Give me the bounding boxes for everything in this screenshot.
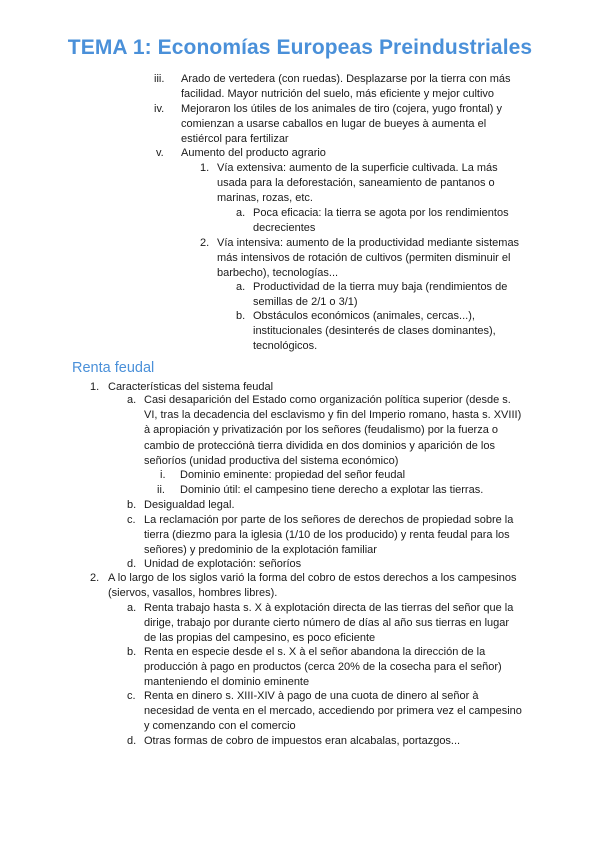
list-item xyxy=(181,72,511,102)
list-item xyxy=(144,734,460,749)
list-item-line: Características del sistema feudal xyxy=(108,381,274,393)
list-item-line: decrecientes xyxy=(253,222,316,235)
list-marker: iv. xyxy=(154,103,165,115)
list-item xyxy=(144,557,301,572)
list-item-line: de las propias del campesino, es poco eficiente xyxy=(144,632,376,645)
list-item-line: Poca eficacia: la tierra se agota por los rendimientos xyxy=(253,207,509,219)
list-item-line: Renta en dinero s. XIII-XIV à pago de una cuota de dinero al señor à xyxy=(144,690,479,702)
list-item xyxy=(253,206,509,236)
list-marker: 1. xyxy=(200,162,210,174)
list-item-line: dirige, trabajo por durante cierto número de días al año sus tierras en lugar xyxy=(144,617,510,630)
list-marker: b. xyxy=(236,310,246,322)
list-marker: a. xyxy=(236,281,246,293)
list-item-line: Productividad de la tierra muy baja (rendimientos de xyxy=(253,281,508,293)
list-item-line: semillas de 2/1 o 3/1) xyxy=(253,296,358,309)
list-item xyxy=(144,513,513,559)
list-marker: d. xyxy=(127,558,137,570)
list-marker: ii. xyxy=(157,484,165,496)
list-item-line: Desigualdad legal. xyxy=(144,499,235,511)
list-item-line: y comenzando con el comercio xyxy=(144,720,296,733)
list-item xyxy=(144,393,521,469)
list-item-line: más intensivos de rotación de cultivos (permiten disminuir el xyxy=(217,252,511,265)
list-marker: 1. xyxy=(90,381,100,393)
list-item-line: VI, tras la decadencia del esclavismo y fin del Imperio romano, hasta s. XVIII) xyxy=(144,409,522,422)
list-marker: b. xyxy=(127,646,137,658)
list-marker: a. xyxy=(127,602,137,614)
list-item-line: Mejoraron los útiles de los animales de tiro (cojera, yugo frontal) y xyxy=(181,103,502,115)
list-item-line: Aumento del producto agrario xyxy=(181,147,326,159)
list-item-line: Obstáculos económicos (animales, cercas...), xyxy=(253,310,475,322)
list-marker: c. xyxy=(127,690,136,702)
list-item xyxy=(181,102,502,148)
list-item-line: cambio de protecciónà tierra dividida en dos dominios y aparición de los xyxy=(144,439,495,452)
list-item-line: estiércol para fertilizar xyxy=(181,133,289,146)
list-marker: c. xyxy=(127,514,136,526)
list-item xyxy=(144,645,502,691)
list-marker: 2. xyxy=(90,572,100,584)
list-item-line: Dominio útil: el campesino tiene derecho a explotar las tierras. xyxy=(180,484,484,496)
list-item-line: Renta en especie desde el s. X à el señor abandona la dirección de la xyxy=(144,646,486,658)
list-item-line: Otras formas de cobro de impuestos eran alcabalas, portazgos... xyxy=(144,735,461,747)
list-item-line: usada para la deforestación, saneamiento de pantanos o xyxy=(217,177,495,190)
list-item-line: Renta trabajo hasta s. X à explotación directa de las tierras del señor que la xyxy=(144,602,514,614)
list-marker: a. xyxy=(236,207,246,219)
list-item-line: manteniendo el dominio eminente xyxy=(144,676,310,689)
list-item-line: producción à pago en productos (cerca 20% de la cosecha para el señor) xyxy=(144,661,502,674)
list-item xyxy=(180,483,483,498)
list-item xyxy=(180,468,405,483)
list-item-line: Arado de vertedera (con ruedas). Desplazarse por la tierra con más xyxy=(181,73,511,85)
section-title: Renta feudal xyxy=(72,360,155,376)
list-item-line: marinas, rozas, etc. xyxy=(217,192,313,205)
list-item-line: Unidad de explotación: señoríos xyxy=(144,558,302,570)
list-marker: a. xyxy=(127,394,137,406)
list-item xyxy=(253,280,507,310)
list-item xyxy=(108,571,516,601)
list-item xyxy=(217,161,498,207)
list-marker: d. xyxy=(127,735,137,747)
list-item-line: señoríos (unidad productiva del sistema económico) xyxy=(144,454,399,467)
list-item xyxy=(253,309,496,355)
list-item-line: A lo largo de los siglos varió la forma del cobro de estos derechos a los campesinos xyxy=(108,572,517,584)
list-item xyxy=(181,146,326,161)
list-item-line: Dominio eminente: propiedad del señor feudal xyxy=(180,469,406,481)
list-marker: v. xyxy=(156,147,164,159)
list-item-line: tierra (diezmo para la iglesia (1/10 de los producido) y renta feudal para los xyxy=(144,529,510,542)
list-item-line: institucionales (desinterés de clases dominantes), xyxy=(253,325,496,338)
list-item-line: necesidad de venta en el mercado, accediendo por primera vez el campesino xyxy=(144,705,522,718)
list-item-line: La reclamación por parte de los señores de derechos de propiedad sobre la xyxy=(144,514,514,526)
list-item-line: Vía extensiva: aumento de la superficie cultivada. La más xyxy=(217,162,498,174)
list-item-line: Vía intensiva: aumento de la productividad mediante sistemas xyxy=(217,237,520,249)
list-marker: i. xyxy=(160,469,166,481)
list-item-line: facilidad. Mayor nutrición del suelo, más eficiente y mejor cultivo xyxy=(181,88,495,101)
page-title: TEMA 1: Economías Europeas Preindustriales xyxy=(67,36,533,59)
list-item-line: tecnológicos. xyxy=(253,340,318,353)
list-item xyxy=(144,601,513,647)
list-item-line: barbecho), tecnologías... xyxy=(217,267,339,280)
list-marker: iii. xyxy=(154,73,165,85)
list-item-line: comienzan a usarse caballos en lugar de bueyes à aumenta el xyxy=(181,118,487,131)
list-item-line: (siervos, vasallos, hombres libres). xyxy=(108,587,278,600)
list-item-line: Casi desaparición del Estado como organización política superior (desde s. xyxy=(144,394,511,406)
list-item-line: señores) y predominio de la explotación familiar xyxy=(144,544,377,557)
list-item xyxy=(144,689,522,735)
list-marker: 2. xyxy=(200,237,210,249)
list-marker: b. xyxy=(127,499,137,511)
list-item-line: à apropiación y privatización por los señores (feudalismo) por la fuerza o xyxy=(144,424,499,437)
list-item xyxy=(217,236,519,282)
list-item xyxy=(144,498,235,513)
